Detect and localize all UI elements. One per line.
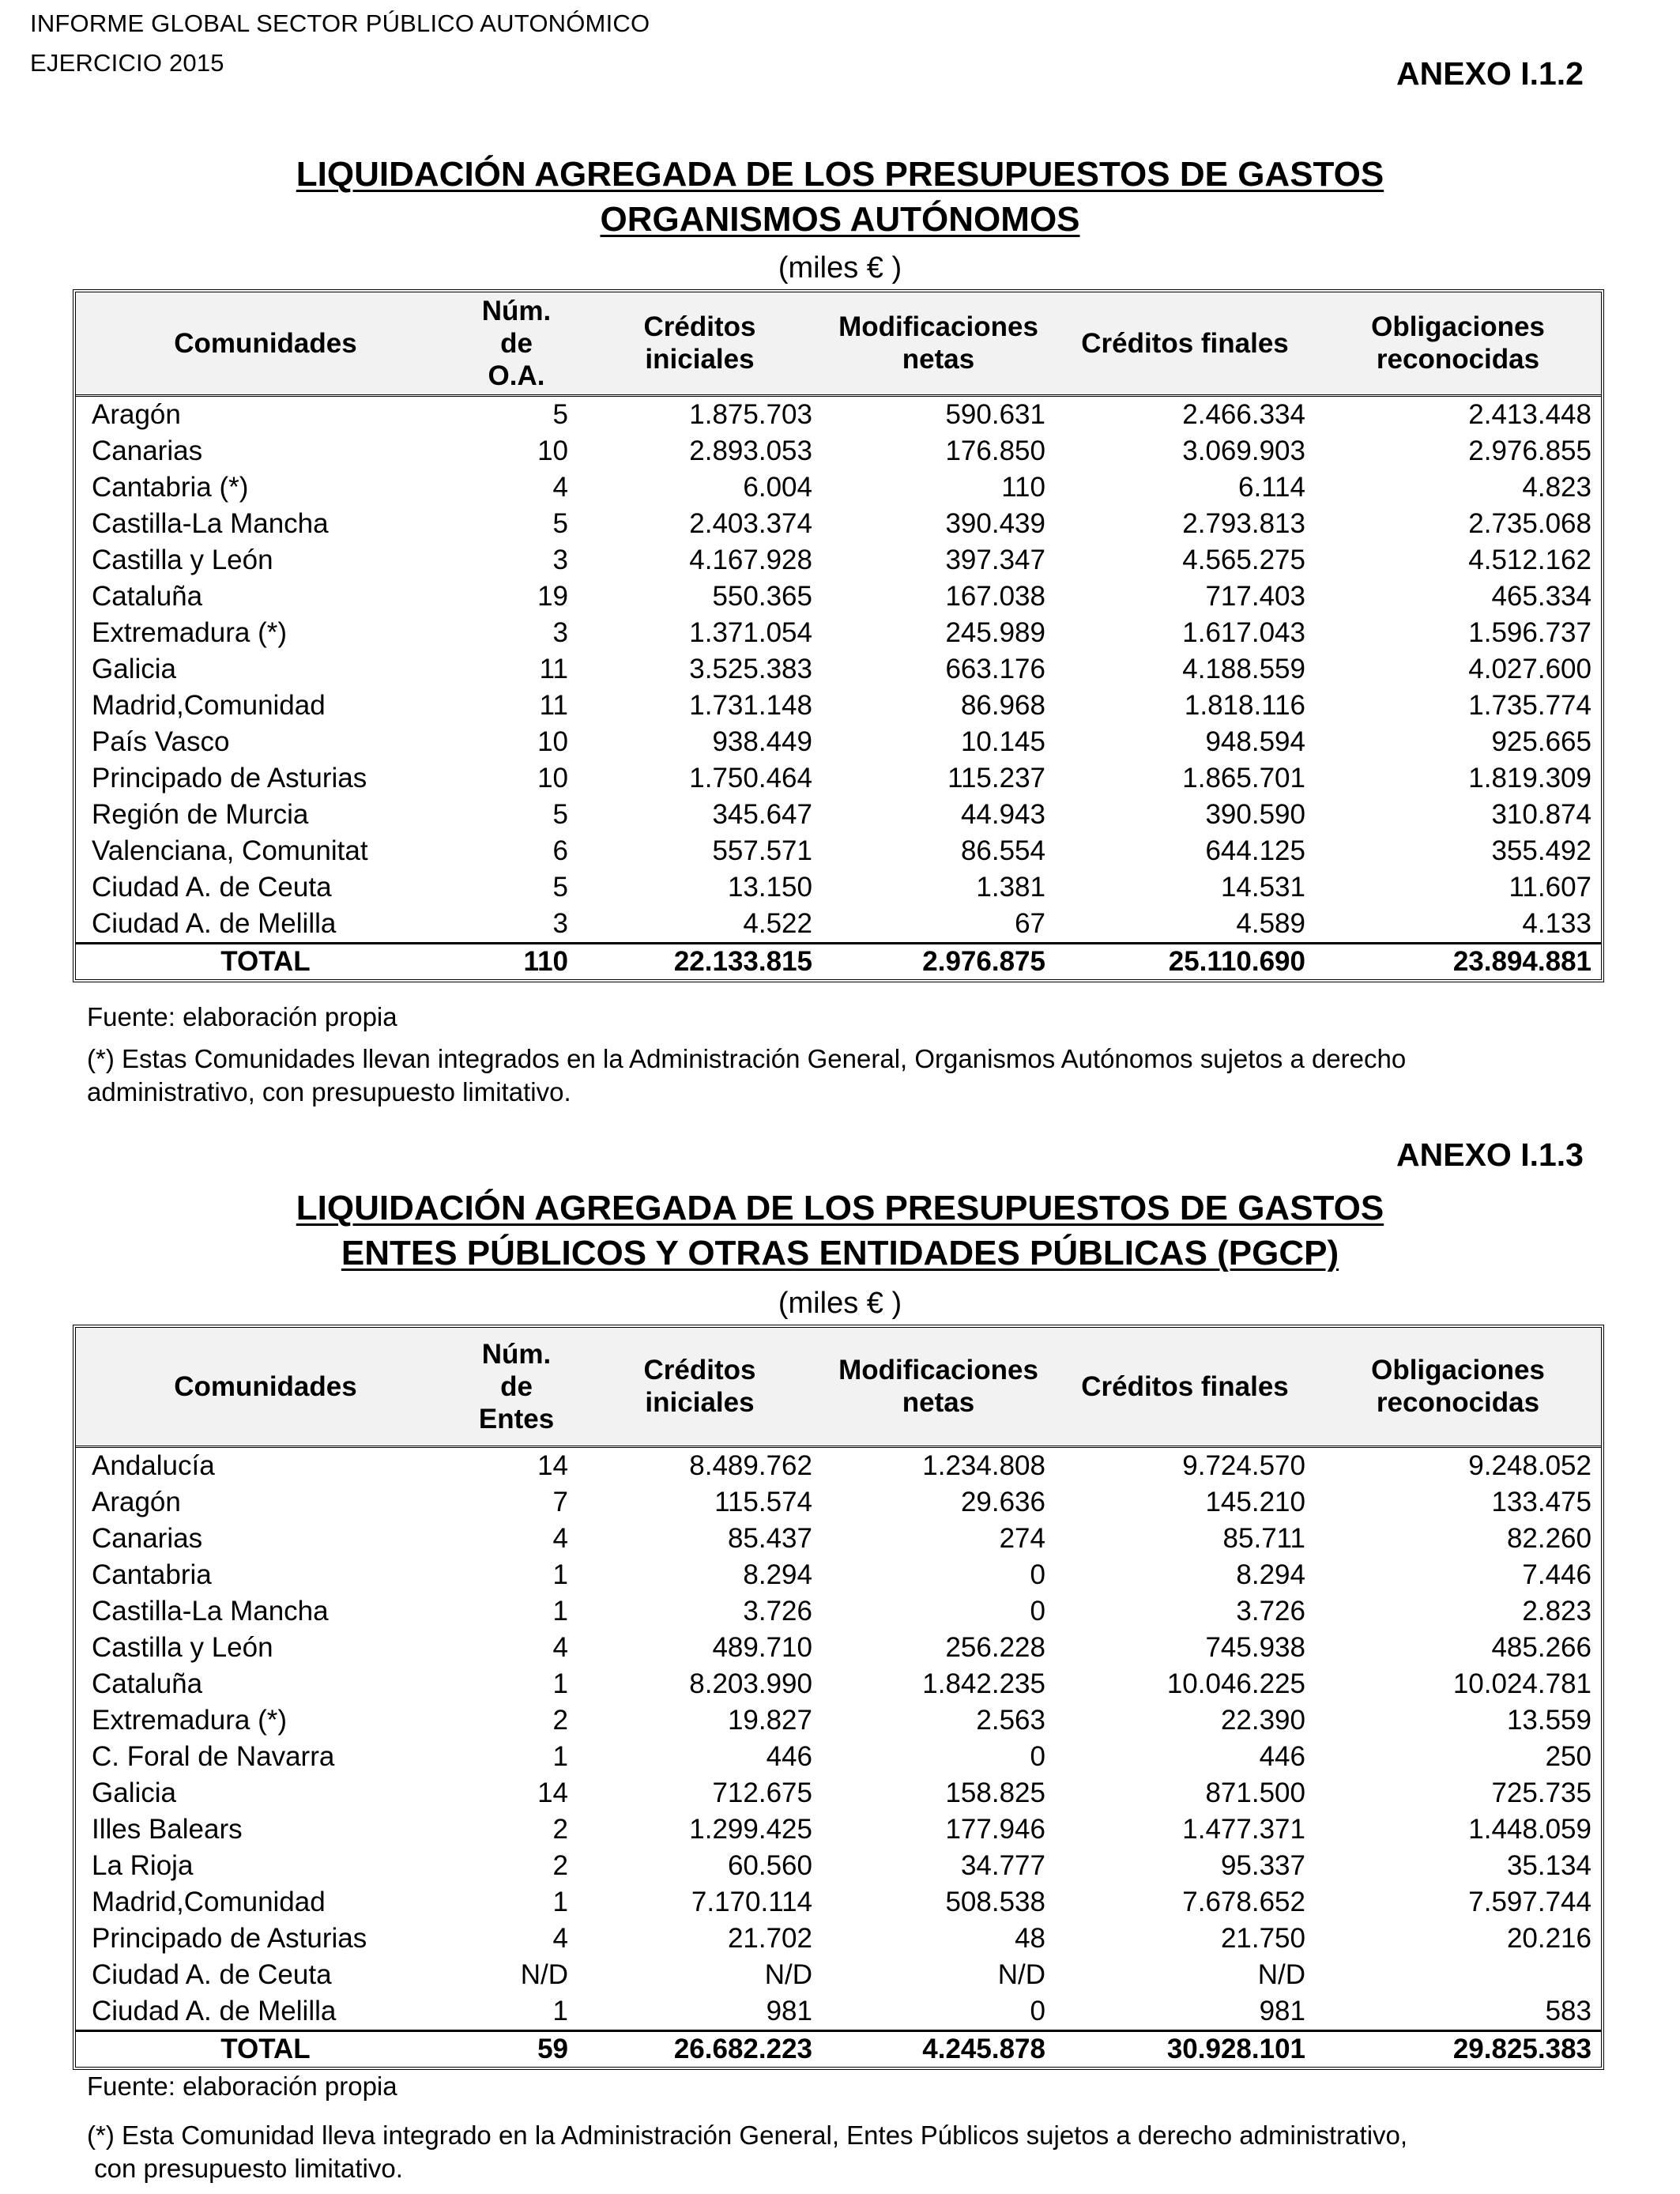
cell-obligaciones: 310.874 — [1491, 798, 1591, 830]
cell-modificaciones: 67 — [1015, 907, 1045, 939]
cell-creditos-iniciales: 8.294 — [743, 1559, 812, 1590]
cell-obligaciones: 2.823 — [1522, 1595, 1591, 1627]
total-creditos-finales: 30.928.101 — [1055, 2030, 1315, 2067]
cell-num: 10 — [537, 762, 568, 794]
cell-creditos-finales: 4.589 — [1236, 907, 1305, 939]
cell-num: 4 — [552, 1522, 568, 1554]
cell-creditos-iniciales: 557.571 — [712, 835, 812, 866]
cell-num: 1 — [552, 1995, 568, 2026]
total-obligaciones: 29.825.383 — [1315, 2030, 1601, 2067]
cell-modificaciones: 86.554 — [960, 835, 1045, 866]
cell-comunidad: Extremadura (*) — [92, 1704, 288, 1736]
table-row — [76, 1666, 1601, 1702]
table-row — [76, 797, 1601, 833]
cell-creditos-iniciales: 8.203.990 — [689, 1668, 812, 1699]
cell-num: 11 — [539, 689, 568, 721]
col-header-num: Núm. de Entes — [455, 1328, 578, 1446]
table-row — [76, 906, 1601, 944]
cell-modificaciones: 115.237 — [947, 762, 1045, 794]
cell-comunidad: Cataluña — [92, 580, 203, 612]
cell-creditos-finales: 1.865.701 — [1182, 762, 1305, 794]
cell-obligaciones: 465.334 — [1491, 580, 1591, 612]
cell-creditos-finales: 95.337 — [1220, 1849, 1305, 1881]
cell-comunidad: Galicia — [92, 653, 176, 684]
table-row — [76, 1484, 1601, 1521]
total-row — [76, 943, 1601, 979]
cell-comunidad: País Vasco — [92, 726, 230, 757]
col-header-num: Núm. de O.A. — [455, 292, 578, 395]
cell-creditos-finales: 7.678.652 — [1182, 1886, 1305, 1917]
total-modificaciones: 2.976.875 — [822, 943, 1055, 979]
cell-num: 2 — [552, 1813, 568, 1845]
cell-comunidad: Aragón — [92, 1486, 181, 1517]
cell-obligaciones: 1.819.309 — [1468, 762, 1591, 794]
cell-comunidad: Castilla-La Mancha — [92, 507, 329, 539]
total-creditos-iniciales: 22.133.815 — [578, 943, 822, 979]
cell-creditos-iniciales: 345.647 — [712, 798, 812, 830]
col-header-comunidades: Comunidades — [76, 1328, 455, 1446]
cell-comunidad: Castilla y León — [92, 1631, 273, 1663]
table-row — [76, 1521, 1601, 1557]
section2-footnote-line2: con presupuesto limitativo. — [87, 2154, 403, 2183]
cell-obligaciones: 35.134 — [1506, 1849, 1591, 1881]
cell-creditos-finales: 9.724.570 — [1182, 1449, 1305, 1481]
cell-creditos-finales: 1.818.116 — [1184, 689, 1305, 721]
cell-creditos-iniciales: 3.726 — [743, 1595, 812, 1627]
cell-creditos-iniciales: 2.403.374 — [689, 507, 812, 539]
cell-modificaciones: 0 — [1030, 1995, 1045, 2026]
cell-comunidad: Illes Balears — [92, 1813, 243, 1845]
cell-creditos-finales: 85.711 — [1222, 1522, 1305, 1554]
cell-modificaciones: 167.038 — [945, 580, 1045, 612]
cell-modificaciones: 0 — [1030, 1595, 1045, 1627]
cell-obligaciones: 11.607 — [1509, 871, 1591, 903]
table-row — [76, 1884, 1601, 1921]
cell-modificaciones: N/D — [997, 1958, 1045, 1990]
cell-obligaciones: 485.266 — [1491, 1631, 1591, 1663]
cell-creditos-finales: 8.294 — [1236, 1559, 1305, 1590]
cell-creditos-finales: 4.565.275 — [1182, 544, 1305, 575]
total-num: 110 — [455, 943, 578, 979]
cell-creditos-iniciales: 712.675 — [712, 1777, 812, 1808]
total-modificaciones: 4.245.878 — [822, 2030, 1055, 2067]
cell-obligaciones: 7.597.744 — [1468, 1886, 1591, 1917]
cell-comunidad: Ciudad A. de Melilla — [92, 1995, 337, 2026]
cell-obligaciones: 925.665 — [1491, 726, 1591, 757]
cell-num: 4 — [552, 471, 568, 503]
cell-comunidad: Cataluña — [92, 1668, 203, 1699]
cell-creditos-finales: 145.210 — [1205, 1486, 1305, 1517]
cell-creditos-finales: 981 — [1259, 1995, 1305, 2026]
cell-comunidad: Región de Murcia — [92, 798, 309, 830]
table-row — [76, 688, 1601, 724]
cell-creditos-finales: 446 — [1259, 1740, 1305, 1772]
table-entes-publicos — [73, 1325, 1604, 2070]
table-row — [76, 869, 1601, 906]
cell-comunidad: Valenciana, Comunitat — [92, 835, 368, 866]
col-header-modificaciones: Modificaciones netas — [822, 1328, 1055, 1446]
cell-modificaciones: 176.850 — [945, 435, 1045, 466]
cell-modificaciones: 0 — [1030, 1559, 1045, 1590]
cell-modificaciones: 158.825 — [945, 1777, 1045, 1808]
total-row — [76, 2030, 1601, 2067]
cell-creditos-iniciales: 13.150 — [727, 871, 812, 903]
cell-modificaciones: 590.631 — [945, 398, 1045, 430]
table-row — [76, 1630, 1601, 1666]
annex-label-1: ANEXO I.1.2 — [1396, 55, 1584, 92]
cell-obligaciones: 725.735 — [1491, 1777, 1591, 1808]
cell-comunidad: Ciudad A. de Ceuta — [92, 1958, 332, 1990]
cell-num: 5 — [552, 798, 568, 830]
section1-footnote-line2: administrativo, con presupuesto limitativo. — [87, 1077, 571, 1106]
table-organismos-autonomos — [73, 289, 1604, 982]
cell-obligaciones: 7.446 — [1522, 1559, 1591, 1590]
col-header-modificaciones: Modificaciones netas — [822, 292, 1055, 395]
total-num: 59 — [455, 2030, 578, 2067]
cell-comunidad: Madrid,Comunidad — [92, 689, 326, 721]
cell-obligaciones: 1.448.059 — [1468, 1813, 1591, 1845]
cell-comunidad: Galicia — [92, 1777, 176, 1808]
cell-num: 4 — [552, 1922, 568, 1954]
cell-creditos-finales: 717.403 — [1205, 580, 1305, 612]
cell-obligaciones: 20.216 — [1506, 1922, 1591, 1954]
cell-modificaciones: 397.347 — [945, 544, 1045, 575]
cell-obligaciones: 2.735.068 — [1468, 507, 1591, 539]
section1-footnote-line1: (*) Estas Comunidades llevan integrados en la Administración General, Organismos Autónomos sujetos a derecho — [87, 1044, 1407, 1073]
cell-modificaciones: 48 — [1015, 1922, 1045, 1954]
section2-title-line1: LIQUIDACIÓN AGREGADA DE LOS PRESUPUESTOS DE GASTOS — [296, 1189, 1384, 1227]
cell-creditos-iniciales: N/D — [764, 1958, 812, 1990]
cell-modificaciones: 34.777 — [960, 1849, 1045, 1881]
section2-title-line2: ENTES PÚBLICOS Y OTRAS ENTIDADES PÚBLICAS (PGCP) — [341, 1234, 1339, 1272]
cell-comunidad: Madrid,Comunidad — [92, 1886, 326, 1917]
cell-modificaciones: 110 — [1001, 471, 1045, 503]
cell-creditos-iniciales: 21.702 — [727, 1922, 812, 1954]
cell-obligaciones: 4.027.600 — [1468, 653, 1591, 684]
cell-num: 3 — [552, 616, 568, 648]
cell-comunidad: Canarias — [92, 435, 203, 466]
cell-num: 11 — [539, 653, 568, 684]
cell-obligaciones: 10.024.781 — [1452, 1668, 1591, 1699]
cell-modificaciones: 390.439 — [945, 507, 1045, 539]
cell-obligaciones: 133.475 — [1491, 1486, 1591, 1517]
table-row — [76, 506, 1601, 542]
cell-modificaciones: 177.946 — [945, 1813, 1045, 1845]
cell-creditos-finales: 14.531 — [1220, 871, 1305, 903]
section2-units: (miles € ) — [778, 1287, 902, 1320]
cell-num: 1 — [552, 1668, 568, 1699]
cell-creditos-iniciales: 4.522 — [743, 907, 812, 939]
cell-num: 7 — [552, 1486, 568, 1517]
cell-obligaciones: 355.492 — [1491, 835, 1591, 866]
section1-source: Fuente: elaboración propia — [87, 1002, 397, 1031]
cell-comunidad: Principado de Asturias — [92, 762, 367, 794]
table-row — [76, 433, 1601, 469]
cell-creditos-iniciales: 550.365 — [712, 580, 812, 612]
cell-comunidad: Ciudad A. de Ceuta — [92, 871, 332, 903]
annex-label-2: ANEXO I.1.3 — [1396, 1137, 1584, 1173]
cell-modificaciones: 245.989 — [945, 616, 1045, 648]
total-creditos-finales: 25.110.690 — [1055, 943, 1315, 979]
table-row — [76, 1848, 1601, 1884]
fiscal-year: EJERCICIO 2015 — [30, 49, 224, 77]
table-row — [76, 1739, 1601, 1775]
cell-creditos-finales: 3.726 — [1236, 1595, 1305, 1627]
col-header-creditos-iniciales: Créditos iniciales — [578, 1328, 822, 1446]
cell-creditos-iniciales: 1.299.425 — [689, 1813, 812, 1845]
report-title: INFORME GLOBAL SECTOR PÚBLICO AUTONÓMICO — [30, 9, 650, 37]
cell-num: 4 — [552, 1631, 568, 1663]
cell-num: 3 — [552, 907, 568, 939]
cell-modificaciones: 0 — [1030, 1740, 1045, 1772]
table-row — [76, 395, 1601, 433]
cell-comunidad: C. Foral de Navarra — [92, 1740, 335, 1772]
cell-comunidad: Principado de Asturias — [92, 1922, 367, 1954]
cell-creditos-iniciales: 938.449 — [712, 726, 812, 757]
cell-creditos-finales: 871.500 — [1205, 1777, 1305, 1808]
cell-creditos-iniciales: 4.167.928 — [689, 544, 812, 575]
cell-modificaciones: 1.234.808 — [922, 1449, 1045, 1481]
table-row — [76, 833, 1601, 869]
total-label: TOTAL — [76, 943, 455, 979]
cell-modificaciones: 29.636 — [960, 1486, 1045, 1517]
table-row — [76, 724, 1601, 760]
cell-creditos-finales: 644.125 — [1205, 835, 1305, 866]
cell-num: 10 — [537, 726, 568, 757]
total-label: TOTAL — [76, 2030, 455, 2067]
cell-creditos-iniciales: 446 — [766, 1740, 812, 1772]
cell-num: 5 — [552, 398, 568, 430]
cell-creditos-iniciales: 115.574 — [714, 1486, 812, 1517]
cell-num: 1 — [552, 1559, 568, 1590]
cell-modificaciones: 44.943 — [960, 798, 1045, 830]
cell-creditos-iniciales: 60.560 — [727, 1849, 812, 1881]
section1-units: (miles € ) — [778, 251, 902, 285]
cell-obligaciones: 4.133 — [1522, 907, 1591, 939]
table-row — [76, 542, 1601, 579]
cell-obligaciones: 2.976.855 — [1468, 435, 1591, 466]
cell-comunidad: Extremadura (*) — [92, 616, 288, 648]
table-row — [76, 651, 1601, 688]
cell-obligaciones: 13.559 — [1506, 1704, 1591, 1736]
cell-creditos-finales: 6.114 — [1238, 471, 1305, 503]
col-header-obligaciones: Obligaciones reconocidas — [1315, 292, 1601, 395]
cell-creditos-finales: 22.390 — [1220, 1704, 1305, 1736]
cell-creditos-iniciales: 8.489.762 — [689, 1449, 812, 1481]
cell-comunidad: Andalucía — [92, 1449, 215, 1481]
cell-creditos-finales: 1.477.371 — [1182, 1813, 1305, 1845]
cell-comunidad: Ciudad A. de Melilla — [92, 907, 337, 939]
cell-creditos-finales: 390.590 — [1205, 798, 1305, 830]
cell-comunidad: Canarias — [92, 1522, 203, 1554]
cell-modificaciones: 256.228 — [945, 1631, 1045, 1663]
cell-obligaciones: 250 — [1545, 1740, 1591, 1772]
cell-num: 19 — [537, 580, 568, 612]
cell-creditos-finales: N/D — [1257, 1958, 1305, 1990]
total-creditos-iniciales: 26.682.223 — [578, 2030, 822, 2067]
cell-num: N/D — [520, 1958, 568, 1990]
col-header-creditos-finales: Créditos finales — [1055, 1328, 1315, 1446]
cell-comunidad: Castilla-La Mancha — [92, 1595, 329, 1627]
section2-footnote-line1: (*) Esta Comunidad lleva integrado en la Administración General, Entes Públicos sujetos a derecho administrativo, — [87, 2120, 1408, 2150]
cell-obligaciones: 9.248.052 — [1468, 1449, 1591, 1481]
cell-creditos-finales: 3.069.903 — [1182, 435, 1305, 466]
cell-num: 5 — [552, 507, 568, 539]
table-row — [76, 1775, 1601, 1811]
cell-creditos-iniciales: 7.170.114 — [691, 1886, 812, 1917]
cell-creditos-iniciales: 85.437 — [727, 1522, 812, 1554]
cell-obligaciones — [1315, 1957, 1601, 1993]
cell-modificaciones: 2.563 — [976, 1704, 1045, 1736]
cell-num: 2 — [552, 1849, 568, 1881]
section1-title-line2: ORGANISMOS AUTÓNOMOS — [600, 200, 1080, 239]
cell-modificaciones: 1.381 — [976, 871, 1045, 903]
table-row — [76, 1993, 1601, 2031]
cell-num: 14 — [537, 1777, 568, 1808]
cell-creditos-iniciales: 3.525.383 — [689, 653, 812, 684]
table-row — [76, 469, 1601, 506]
cell-modificaciones: 508.538 — [945, 1886, 1045, 1917]
cell-creditos-finales: 2.466.334 — [1182, 398, 1305, 430]
total-obligaciones: 23.894.881 — [1315, 943, 1601, 979]
cell-obligaciones: 4.512.162 — [1468, 544, 1591, 575]
cell-obligaciones: 583 — [1545, 1995, 1591, 2026]
cell-obligaciones: 82.260 — [1506, 1522, 1591, 1554]
cell-creditos-finales: 948.594 — [1205, 726, 1305, 757]
col-header-creditos-iniciales: Créditos iniciales — [578, 292, 822, 395]
cell-comunidad: La Rioja — [92, 1849, 194, 1881]
cell-modificaciones: 1.842.235 — [922, 1668, 1045, 1699]
cell-comunidad: Cantabria (*) — [92, 471, 249, 503]
cell-num: 1 — [552, 1595, 568, 1627]
cell-num: 6 — [552, 835, 568, 866]
table-row — [76, 1557, 1601, 1593]
table-row — [76, 1957, 1601, 1993]
cell-modificaciones: 10.145 — [960, 726, 1045, 757]
col-header-comunidades: Comunidades — [76, 292, 455, 395]
table-row — [76, 760, 1601, 797]
cell-num: 2 — [552, 1704, 568, 1736]
cell-creditos-iniciales: 2.893.053 — [689, 435, 812, 466]
table-row — [76, 579, 1601, 615]
col-header-creditos-finales: Créditos finales — [1055, 292, 1315, 395]
cell-creditos-iniciales: 1.371.054 — [689, 616, 812, 648]
cell-comunidad: Castilla y León — [92, 544, 273, 575]
cell-num: 1 — [552, 1740, 568, 1772]
cell-creditos-iniciales: 981 — [766, 1995, 812, 2026]
cell-obligaciones: 1.735.774 — [1468, 689, 1591, 721]
cell-creditos-finales: 2.793.813 — [1182, 507, 1305, 539]
table-row — [76, 1702, 1601, 1739]
cell-creditos-finales: 1.617.043 — [1182, 616, 1305, 648]
cell-creditos-iniciales: 19.827 — [727, 1704, 812, 1736]
cell-creditos-iniciales: 489.710 — [712, 1631, 812, 1663]
cell-num: 3 — [552, 544, 568, 575]
cell-obligaciones: 1.596.737 — [1468, 616, 1591, 648]
cell-comunidad: Cantabria — [92, 1559, 212, 1590]
cell-num: 10 — [537, 435, 568, 466]
cell-creditos-finales: 745.938 — [1205, 1631, 1305, 1663]
table-row — [76, 1593, 1601, 1630]
table-row — [76, 615, 1601, 651]
cell-num: 1 — [552, 1886, 568, 1917]
cell-comunidad: Aragón — [92, 398, 181, 430]
cell-modificaciones: 274 — [999, 1522, 1045, 1554]
cell-creditos-finales: 10.046.225 — [1166, 1668, 1305, 1699]
cell-creditos-iniciales: 6.004 — [743, 471, 812, 503]
cell-creditos-iniciales: 1.750.464 — [689, 762, 812, 794]
section2-source: Fuente: elaboración propia — [87, 2071, 397, 2101]
cell-modificaciones: 86.968 — [960, 689, 1045, 721]
cell-num: 5 — [552, 871, 568, 903]
table-row — [76, 1446, 1601, 1484]
cell-num: 14 — [537, 1449, 568, 1481]
cell-creditos-finales: 21.750 — [1220, 1922, 1305, 1954]
table-row — [76, 1921, 1601, 1957]
table-row — [76, 1811, 1601, 1848]
cell-creditos-finales: 4.188.559 — [1182, 653, 1305, 684]
col-header-obligaciones: Obligaciones reconocidas — [1315, 1328, 1601, 1446]
cell-creditos-iniciales: 1.875.703 — [689, 398, 812, 430]
cell-obligaciones: 4.823 — [1522, 471, 1591, 503]
cell-modificaciones: 663.176 — [945, 653, 1045, 684]
cell-obligaciones: 2.413.448 — [1468, 398, 1591, 430]
section1-title-line1: LIQUIDACIÓN AGREGADA DE LOS PRESUPUESTOS DE GASTOS — [296, 155, 1384, 194]
cell-creditos-iniciales: 1.731.148 — [689, 689, 812, 721]
